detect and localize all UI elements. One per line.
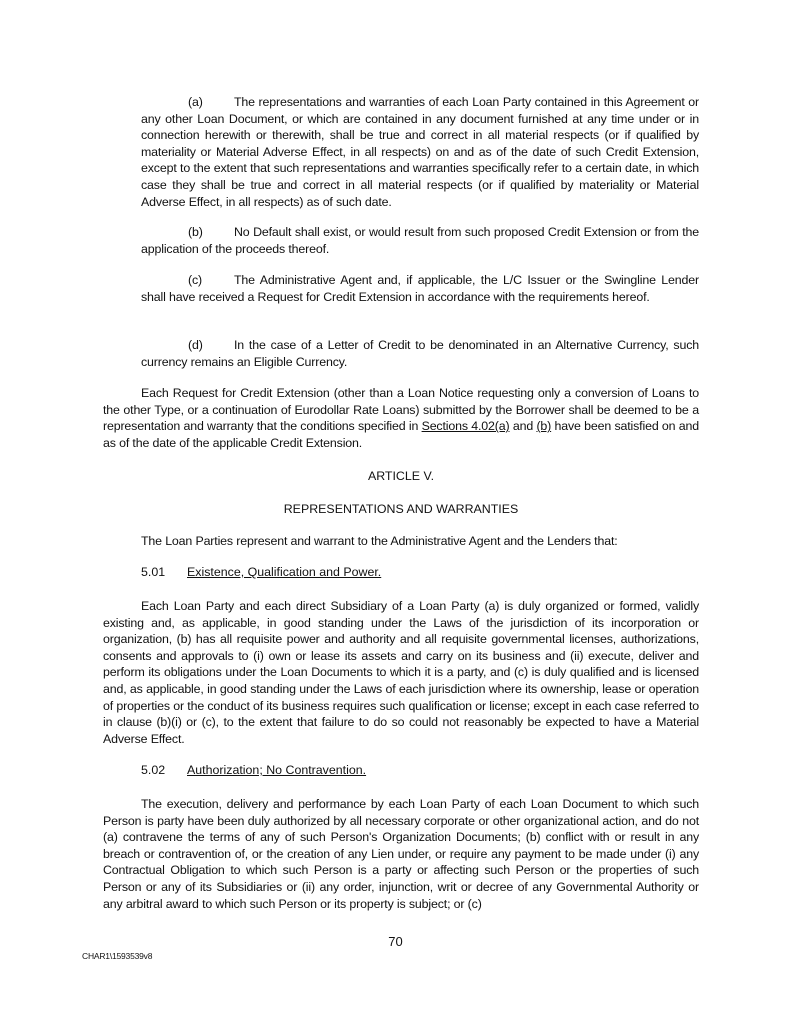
section-number: 5.01: [141, 565, 166, 579]
section-5-02-body: The execution, delivery and performance by each Loan Party of each Loan Document to which such Person is party have been duly authorized by all necessary corporate or other organizational action, and do not (a) contravene the terms of any of such Person's Organization Documents; (b) conflict with or result in any breach or contravention of, or the creation of any Lien under, or require any payment to be made under (i) any Contractual Obligation to which such Person is a party or affecting such Person or the properties of such Person or any of its Subsidiaries or (ii) any order, injunction, writ or decree of any Governmental Authority or any arbitral award to which such Person or its property is subject; or (c): [103, 797, 699, 911]
article-title: REPRESENTATIONS AND WARRANTIES: [283, 502, 519, 516]
section-title: Authorization; No Contravention.: [187, 763, 367, 777]
clause-text: No Default shall exist, or would result from such proposed Credit Extension or from the application of the proceeds thereof.: [141, 225, 699, 256]
clause-text: The Administrative Agent and, if applicable, the L/C Issuer or the Swingline Lender shall have received a Request for Credit Extension in accordance with the requirements hereof.: [141, 273, 699, 304]
clause-text: The representations and warranties of each Loan Party contained in this Agreement or any other Loan Document, or which are contained in any document furnished at any time under or in connection herewith or therewith, shall be true and correct in all material respects (or if qualified by materiality or Material Adverse Effect, in all respects) on and as of the date of such Credit Extension, except to the extent that such representations and warranties specifically refer to a certain date, in which case they shall be true and correct in all material respects (or if qualified by materiality or Material Adverse Effect, in all respects) as of such date.: [141, 95, 699, 209]
paragraph-text: have been satisfied on and as of the date of the applicable Credit Extension.: [103, 419, 699, 450]
clause-label: (c): [188, 273, 202, 287]
article-intro: The Loan Parties represent and warrant to the Administrative Agent and the Lenders that:: [141, 534, 618, 548]
clause-label: (d): [188, 338, 203, 352]
section-5-01-body: Each Loan Party and each direct Subsidiary of a Loan Party (a) is duly organized or formed, validly existing and, as applicable, in good standing under the Laws of the jurisdiction of its incorporation or organization, (b) has all requisite power and authority and all requisite governmental licenses, authorizations, consents and approvals to (i) own or lease its assets and carry on its business and (ii) execute, deliver and perform its obligations under the Loan Documents to which it is a party, and (c) is duly qualified and is licensed and, as applicable, in good standing under the Laws of each jurisdiction where its ownership, lease or operation of properties or the conduct of its business requires such qualification or license; except in each case referred to in clause (b)(i) or (c), to the extent that failure to do so could not reasonably be expected to have a Material Adverse Effect.: [103, 599, 699, 746]
clause-label: (b): [188, 225, 203, 239]
section-reference-link[interactable]: Sections 4.02(a): [421, 419, 510, 434]
section-heading-5-01: [141, 565, 381, 579]
paragraph-each-request: [103, 385, 699, 451]
paragraph-d: [141, 337, 699, 370]
section-number: 5.02: [141, 763, 166, 777]
section-reference-link[interactable]: (b): [536, 419, 552, 434]
clause-label: (a): [188, 95, 203, 109]
section-title: Existence, Qualification and Power.: [187, 565, 382, 579]
page-number: 70: [388, 934, 403, 949]
paragraph-c: [141, 272, 699, 305]
clause-text: In the case of a Letter of Credit to be denominated in an Alternative Currency, such currency remains an Eligible Currency.: [141, 338, 699, 369]
section-heading-5-02: [141, 763, 366, 777]
paragraph-a: [141, 94, 699, 210]
paragraph-text: and: [509, 419, 537, 434]
paragraph-b: [141, 224, 699, 257]
document-id: CHAR1\1593539v8: [82, 951, 153, 961]
article-number: ARTICLE V.: [367, 469, 435, 483]
paragraph-text: Each Request for Credit Extension (other than a Loan Notice requesting only a conversion of Loans to the other Type, or a continuation of Eurodollar Rate Loans) submitted by the Borrower shall be deemed to be a representation and warranty that the conditions specified in: [103, 386, 699, 434]
